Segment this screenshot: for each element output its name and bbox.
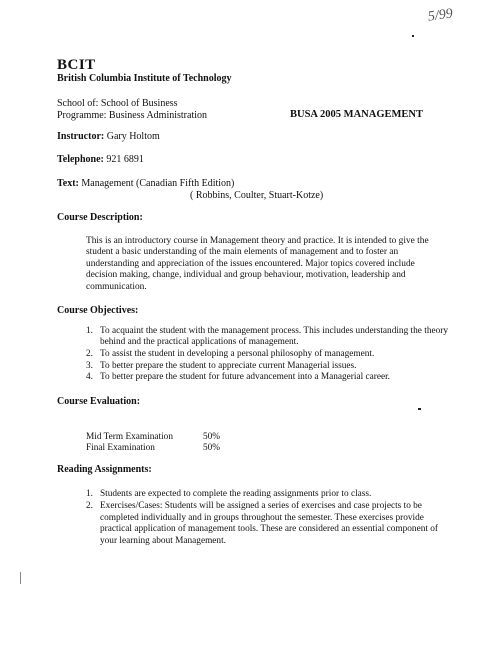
textbook-label: Text:	[57, 178, 79, 189]
telephone-label: Telephone:	[57, 154, 104, 165]
bcit-logo: BCIT	[57, 57, 96, 73]
telephone-line	[57, 154, 144, 166]
objective-text: To acquaint the student with the management process. This includes understanding the theory behind and the practical applications of management.	[100, 326, 448, 348]
evaluation-label-midterm: Mid Term Examination	[86, 432, 173, 442]
textbook-authors: ( Robbins, Coulter, Stuart-Kotze)	[190, 190, 324, 201]
school-line: School of: School of Business	[57, 98, 178, 109]
objective-text: To assist the student in developing a personal philosophy of management.	[100, 348, 375, 359]
reading-number: 1.	[86, 489, 93, 499]
reading-item	[72, 489, 452, 500]
instructor-label: Instructor:	[57, 131, 105, 142]
reading-text: Exercises/Cases: Students will be assigned a series of exercises and case projects to be completed individually and in groups throughout the semester. These exercises provide practical application of management tools. These are considered an essential component of your learning about Management.	[100, 501, 439, 546]
objective-text: To better prepare the student for future advancement into a Managerial career.	[100, 372, 390, 383]
objective-item	[72, 372, 452, 383]
evaluation-value-final: 50%	[203, 443, 221, 453]
reading-text: Students are expected to complete the reading assignments prior to class.	[100, 489, 372, 499]
objective-number: 1.	[86, 326, 93, 336]
objectives-list	[72, 326, 452, 384]
reading-number: 2.	[86, 501, 93, 512]
objective-item	[72, 349, 452, 360]
course-code: BUSA 2005 MANAGEMENT	[290, 109, 424, 120]
objective-item	[72, 361, 452, 372]
scan-speck	[412, 35, 414, 37]
reading-assignments-heading: Reading Assignments:	[57, 464, 152, 475]
institution-name: British Columbia Institute of Technology	[57, 73, 232, 84]
course-objectives-heading: Course Objectives:	[57, 305, 139, 316]
evaluation-value-midterm: 50%	[203, 432, 221, 442]
objective-number: 2.	[86, 348, 93, 359]
instructor-name: Gary Holtom	[106, 131, 160, 142]
objective-item	[72, 326, 452, 348]
course-evaluation-heading: Course Evaluation:	[57, 396, 141, 407]
reading-item	[72, 501, 452, 547]
objective-number: 3.	[86, 360, 93, 371]
course-description-heading: Course Description:	[57, 212, 143, 223]
telephone-number: 921 6891	[106, 154, 144, 165]
instructor-line	[57, 131, 160, 143]
textbook-title: Management (Canadian Fifth Edition)	[81, 178, 235, 189]
scan-speck	[418, 408, 421, 410]
reading-list	[72, 489, 452, 548]
handwritten-page-number: 5/99	[427, 6, 454, 25]
course-description-body: This is an introductory course in Management theory and practice. It is intended to give the student a basic understanding of the main elements of management and to foster an understanding and appreciation of the issues encountered. Major topics covered include decision making, change, individual and group behaviour, motivation, leadership and communication.	[86, 236, 429, 292]
objective-text: To better prepare the student to appreciate current Managerial issues.	[100, 360, 357, 371]
evaluation-label-final: Final Examination	[86, 443, 155, 453]
textbook-line	[57, 178, 234, 190]
scan-mark	[20, 572, 21, 584]
programme-line: Programme: Business Administration	[57, 110, 207, 121]
objective-number: 4.	[86, 372, 93, 383]
